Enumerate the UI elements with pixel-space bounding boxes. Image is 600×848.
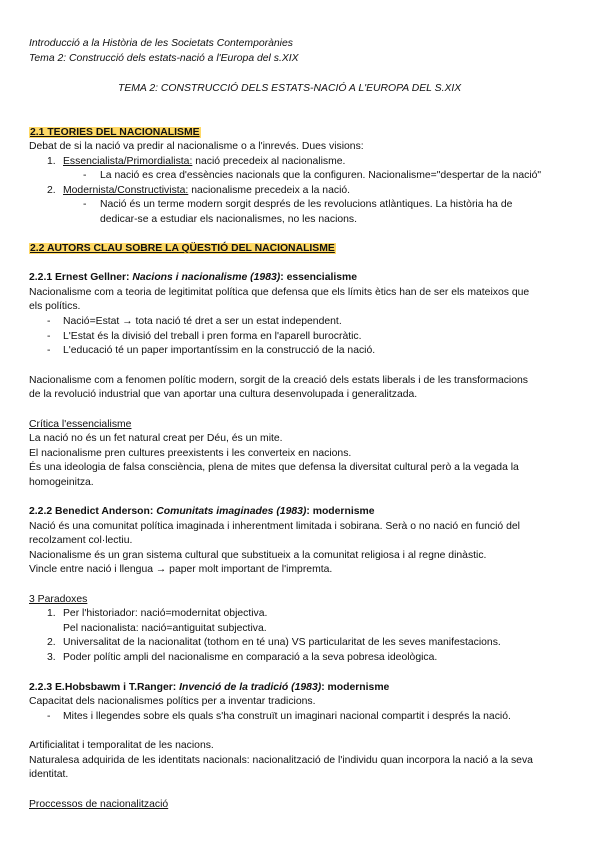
bullet-item: Mites i llegendes sobre els quals s'ha construït un imaginari nacional compartit i després la nació. bbox=[63, 711, 511, 722]
list-item-modernista: Modernista/Constructivista: nacionalisme precedeix a la nació. bbox=[63, 185, 351, 196]
list-subitem: La nació es crea d'essències nacionals que la configuren. Nacionalisme="despertar de la nació" bbox=[100, 170, 542, 181]
list-item: Poder polític ampli del nacionalisme en comparació a la seva pobresa ideològica. bbox=[63, 652, 438, 663]
document-title: TEMA 2: CONSTRUCCIÓ DELS ESTATS-NACIÓ A L'EUROPA DEL S.XIX bbox=[118, 83, 462, 94]
list-number: 2. bbox=[47, 185, 56, 196]
paragraph: El nacionalisme pren cultures preexistents i les converteix en nacions. bbox=[29, 448, 352, 459]
term-modernista: Modernista/Constructivista: bbox=[63, 185, 189, 196]
list-number: 2. bbox=[47, 637, 56, 648]
subheading-paradoxes: 3 Paradoxes bbox=[29, 594, 88, 605]
paragraph: de la revolució industrial que van aportar una cultura desenvolupada i generalitzada. bbox=[29, 389, 418, 400]
list-number: 1. bbox=[47, 156, 56, 167]
term-essencialista: Essencialista/Primordialista: bbox=[63, 156, 193, 167]
subheading-processos: Proccessos de nacionalització bbox=[29, 799, 169, 810]
dash-bullet: - bbox=[47, 711, 51, 722]
bullet-item: L'Estat és la divisió del treball i pren forma en l'aparell burocràtic. bbox=[63, 331, 362, 342]
list-number: 1. bbox=[47, 608, 56, 619]
list-subitem: Nació és un terme modern sorgit després de les revolucions atlàntiques. La història ha de bbox=[100, 199, 513, 210]
list-item-essencialista: Essencialista/Primordialista: nació precedeix al nacionalisme. bbox=[63, 156, 346, 167]
subsection-heading-anderson: 2.2.2 Benedict Anderson: Comunitats imaginades (1983): modernisme bbox=[29, 506, 375, 517]
list-item: Per l'historiador: nació=modernitat objectiva. bbox=[63, 608, 268, 619]
list-number: 3. bbox=[47, 652, 56, 663]
paragraph: els polítics. bbox=[29, 301, 81, 312]
bullet-item: L'educació té un paper importantíssim en la construcció de la nació. bbox=[63, 345, 376, 356]
paragraph: identitat. bbox=[29, 769, 69, 780]
subsection-heading-gellner: 2.2.1 Ernest Gellner: Nacions i nacionalisme (1983): essencialisme bbox=[29, 272, 358, 283]
paragraph: Nacionalisme com a teoria de legitimitat política que defensa que els límits ètics han de ser els mateixos que bbox=[29, 287, 530, 298]
header-topic: Tema 2: Construcció dels estats-nació a l'Europa del s.XIX bbox=[29, 53, 299, 64]
paragraph: Naturalesa adquirida de les identitats nacionals: nacionalització de l'individu quan incorpora la nació a la seva bbox=[29, 755, 533, 766]
list-item: Universalitat de la nacionalitat (tothom en té una) VS particularitat de les seves manifestacions. bbox=[63, 637, 501, 648]
paragraph: homogeinitza. bbox=[29, 477, 94, 488]
dash-bullet: - bbox=[47, 331, 51, 342]
paragraph: Capacitat dels nacionalismes polítics per a inventar tradicions. bbox=[29, 696, 316, 707]
dash-bullet: - bbox=[47, 316, 51, 327]
section-2-1-intro: Debat de si la nació va predir al nacionalisme o a l'inrevés. Dues visions: bbox=[29, 141, 364, 152]
header-course: Introducció a la Història de les Societats Contemporànies bbox=[29, 38, 293, 49]
paragraph: És una ideologia de falsa consciència, plena de mites que defensa la diversitat cultural però a la vegada la bbox=[29, 462, 519, 473]
bullet-item: Nació=Estat → tota nació té dret a ser un estat independent. bbox=[63, 316, 342, 327]
subsection-heading-hobsbawm: 2.2.3 E.Hobsbawm i T.Ranger: Invenció de la tradició (1983): modernisme bbox=[29, 682, 390, 693]
paragraph: Nació és una comunitat política imaginada i inherentment limitada i sobirana. Serà o no nació en funció del bbox=[29, 521, 520, 532]
subheading-critica: Crítica l'essencialisme bbox=[29, 419, 132, 430]
dash-bullet: - bbox=[83, 199, 87, 210]
list-subitem: dedicar-se a estudiar els nacionalismes, no les nacions. bbox=[100, 214, 358, 225]
paragraph: recolzament col·lectiu. bbox=[29, 535, 133, 546]
paragraph: Artificialitat i temporalitat de les nacions. bbox=[29, 740, 214, 751]
list-item-continued: Pel nacionalista: nació=antiguitat subjectiva. bbox=[63, 623, 267, 634]
dash-bullet: - bbox=[83, 170, 87, 181]
section-heading-2-1: 2.1 TEORIES DEL NACIONALISME bbox=[30, 127, 200, 138]
dash-bullet: - bbox=[47, 345, 51, 356]
paragraph: La nació no és un fet natural creat per Déu, és un mite. bbox=[29, 433, 283, 444]
section-heading-2-2: 2.2 AUTORS CLAU SOBRE LA QÜESTIÓ DEL NACIONALISME bbox=[30, 243, 335, 254]
paragraph: Nacionalisme és un gran sistema cultural que substitueix a la comunitat religiosa i al regne dinàstic. bbox=[29, 550, 487, 561]
paragraph: Nacionalisme com a fenomen polític modern, sorgit de la creació dels estats liberals i de les transformacions bbox=[29, 375, 528, 386]
paragraph: Vincle entre nació i llengua → paper molt important de l'impremta. bbox=[29, 564, 333, 575]
